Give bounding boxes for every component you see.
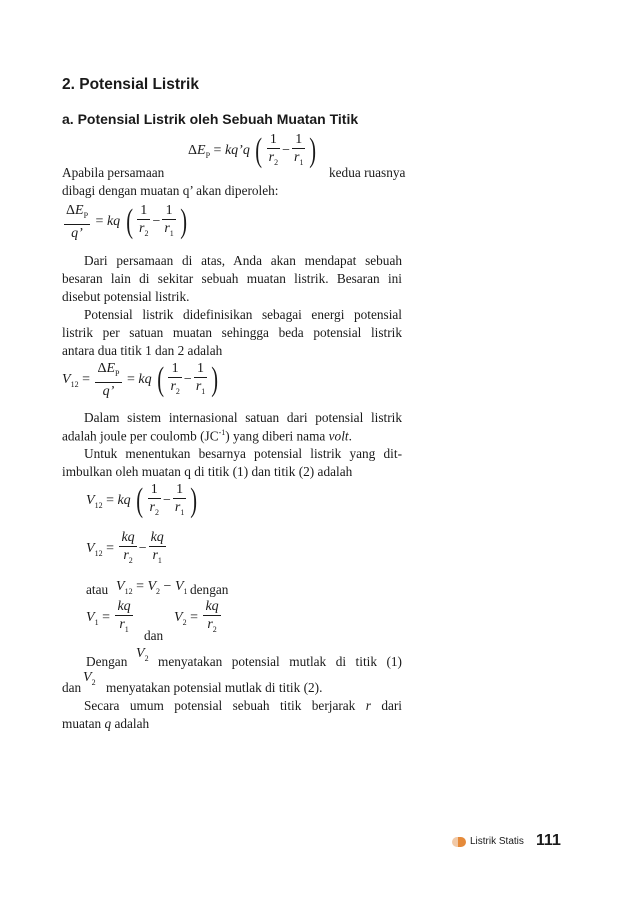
footer-section-name: Listrik Statis xyxy=(470,836,524,847)
para3-line1: Potensial listrik didefinisikan sebagai energi potensial xyxy=(84,307,402,322)
dengan-text: dengan xyxy=(190,582,229,597)
para6-line1b: menyatakan potensial mutlak di titik (1) xyxy=(158,654,402,669)
page-number: 111 xyxy=(536,832,561,849)
equation-v1: $V_1$ = $\frac{kq}{r_1}$ xyxy=(86,599,131,634)
equation-v12-difference: $V_{12} = V_2 - V_1$ xyxy=(116,579,188,596)
equation-ep-per-charge: $\frac{\Delta E_P}{q’}$ = kq ( $\frac{1}{r_2}$ − $\frac{1}{r_1}$ ) xyxy=(66,202,187,241)
para1-line1b: kedua ruasnya xyxy=(329,165,406,180)
para2-line1: Dari persamaan di atas, Anda akan mendapat sebuah xyxy=(84,253,402,268)
footer-decoration xyxy=(452,837,466,847)
para3-line2: listrik per satuan muatan sehingga beda potensial listrik xyxy=(62,325,402,340)
para4-line1: Dalam sistem internasional satuan dari potensial listrik xyxy=(84,410,402,425)
equation-v12-split: $V_{12}$ = $\frac{kq}{r_2}$ − $\frac{kq}{r_1}$ xyxy=(86,530,164,565)
symbol-v2-second: $V_2$ xyxy=(83,670,96,687)
para4-line2: adalah joule per coulomb $(JC^{-1})$ yang diberi nama volt. xyxy=(62,428,352,444)
equation-v12: $V_{12}$ = $\frac{\Delta E_P}{q’}$ = kq ( $\frac{1}{r_2}$ − $\frac{1}{r_1}$ ) xyxy=(62,360,219,399)
dan-text: dan xyxy=(144,628,164,643)
para3-line3: antara dua titik 1 dan 2 adalah xyxy=(62,343,223,358)
equation-v12-kq: $V_{12}$ = kq ( $\frac{1}{r_2}$ − $\frac{1}{r_1}$ ) xyxy=(86,481,198,519)
para7-line1: Secara umum potensial sebuah titik berjarak r dari xyxy=(84,698,402,713)
para5-line1: Untuk menentukan besarnya potensial listrik yang dit- xyxy=(84,446,402,461)
para7-line2: muatan q adalah xyxy=(62,716,150,731)
para2-line2: besaran lain di sekitar sebuah muatan listrik. Besaran ini xyxy=(62,271,402,286)
para6-line1a: Dengan xyxy=(86,654,128,669)
para1-line2: dibagi dengan muatan q’ akan diperoleh: xyxy=(62,183,279,198)
para6-line2b: menyatakan potensial mutlak di titik (2). xyxy=(106,680,323,695)
equation-delta-ep: $\Delta E_P$ = kq’q ( $\frac{1}{r_2}$ − $\frac{1}{r_1}$ ) xyxy=(188,131,317,169)
para6-line2a: dan xyxy=(62,680,82,695)
para2-line3: disebut potensial listrik. xyxy=(62,289,190,304)
equation-v2: $V_2$ = $\frac{kq}{r_2}$ xyxy=(174,599,219,634)
subsection-heading: a. Potensial Listrik oleh Sebuah Muatan Titik xyxy=(62,111,359,127)
para1-line1a: Apabila persamaan xyxy=(62,165,165,180)
section-heading: 2. Potensial Listrik xyxy=(62,76,199,93)
symbol-v2-first: $V_2$ xyxy=(136,646,149,663)
para5-line2: imbulkan oleh muatan q di titik (1) dan titik (2) adalah xyxy=(62,464,353,479)
atau-text: atau xyxy=(86,582,109,597)
